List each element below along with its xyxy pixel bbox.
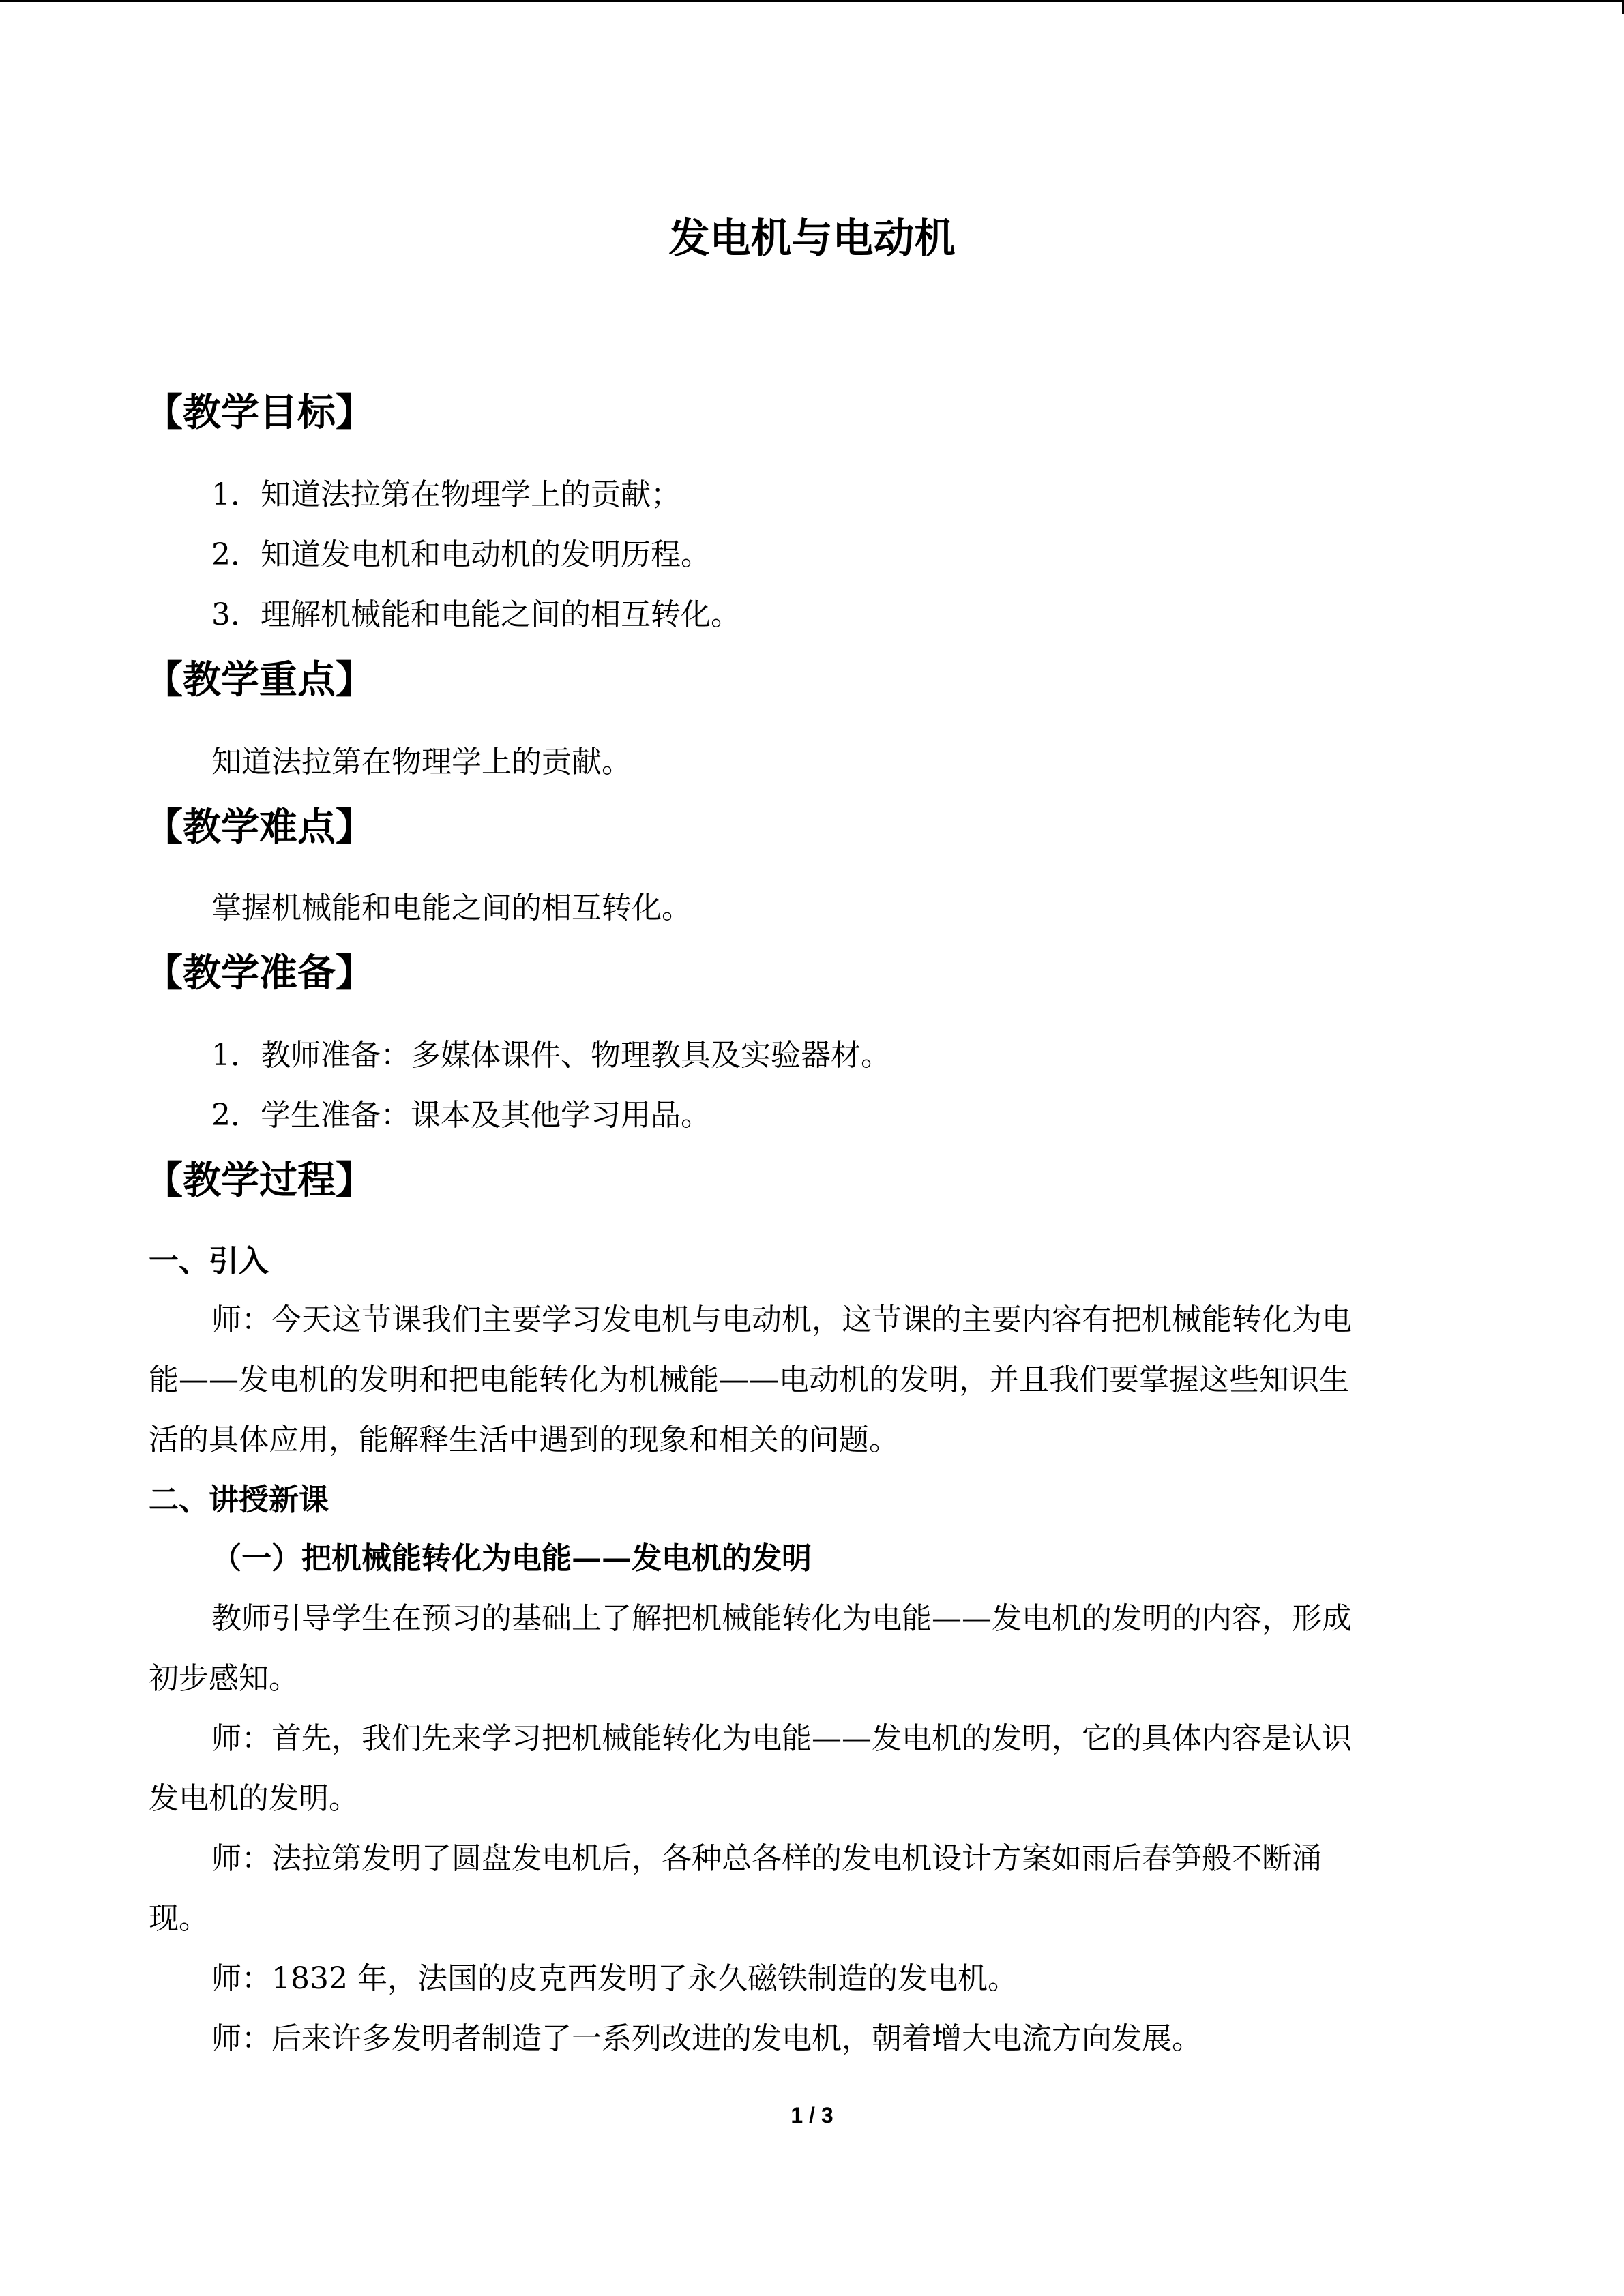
- part1-line: 现。: [149, 1901, 209, 1936]
- intro-line: 师：今天这节课我们主要学习发电机与电动机，这节课的主要内容有把机械能转化为电: [211, 1302, 1352, 1337]
- intro-heading: 一、引入: [149, 1244, 269, 1279]
- document-title: 发电机与电动机: [668, 215, 956, 263]
- part1-heading: （一）把机械能转化为电能——发电机的发明: [211, 1541, 812, 1576]
- preparation-item: 1．教师准备：多媒体课件、物理教具及实验器材。: [211, 1038, 891, 1073]
- part1-line: 发电机的发明。: [149, 1781, 359, 1816]
- key-points-text: 知道法拉第在物理学上的贡献。: [211, 745, 632, 779]
- objective-item: 2．知道发电机和电动机的发明历程。: [211, 537, 711, 572]
- intro-line: 活的具体应用，能解释生活中遇到的现象和相关的问题。: [149, 1422, 899, 1457]
- difficulties-text: 掌握机械能和电能之间的相互转化。: [211, 891, 692, 925]
- part1-line: 师：首先，我们先来学习把机械能转化为电能——发电机的发明，它的具体内容是认识: [211, 1721, 1352, 1756]
- part1-line: 初步感知。: [149, 1661, 299, 1696]
- section-heading-difficulties: 【教学难点】: [145, 805, 374, 850]
- part1-line: 师：法拉第发明了圆盘发电机后，各种总各样的发电机设计方案如雨后春笋般不断涌: [211, 1841, 1322, 1876]
- part1-line: 师：1832 年，法国的皮克西发明了永久磁铁制造的发电机。: [211, 1961, 1018, 1996]
- section-heading-key-points: 【教学重点】: [145, 658, 374, 702]
- part1-line: 师：后来许多发明者制造了一系列改进的发电机，朝着增大电流方向发展。: [211, 2021, 1202, 2056]
- section-heading-objectives: 【教学目标】: [145, 391, 374, 435]
- page-number: 1 / 3: [791, 2103, 833, 2128]
- objective-item: 3．理解机械能和电能之间的相互转化。: [211, 597, 741, 632]
- preparation-item: 2．学生准备：课本及其他学习用品。: [211, 1098, 711, 1133]
- objective-item: 1．知道法拉第在物理学上的贡献；: [211, 477, 681, 512]
- section-heading-process: 【教学过程】: [145, 1159, 374, 1203]
- part1-line: 教师引导学生在预习的基础上了解把机械能转化为电能——发电机的发明的内容，形成: [211, 1601, 1352, 1636]
- new-lesson-heading: 二、讲授新课: [149, 1482, 329, 1517]
- section-heading-preparation: 【教学准备】: [145, 951, 374, 996]
- intro-line: 能——发电机的发明和把电能转化为机械能——电动机的发明，并且我们要掌握这些知识生: [149, 1362, 1349, 1397]
